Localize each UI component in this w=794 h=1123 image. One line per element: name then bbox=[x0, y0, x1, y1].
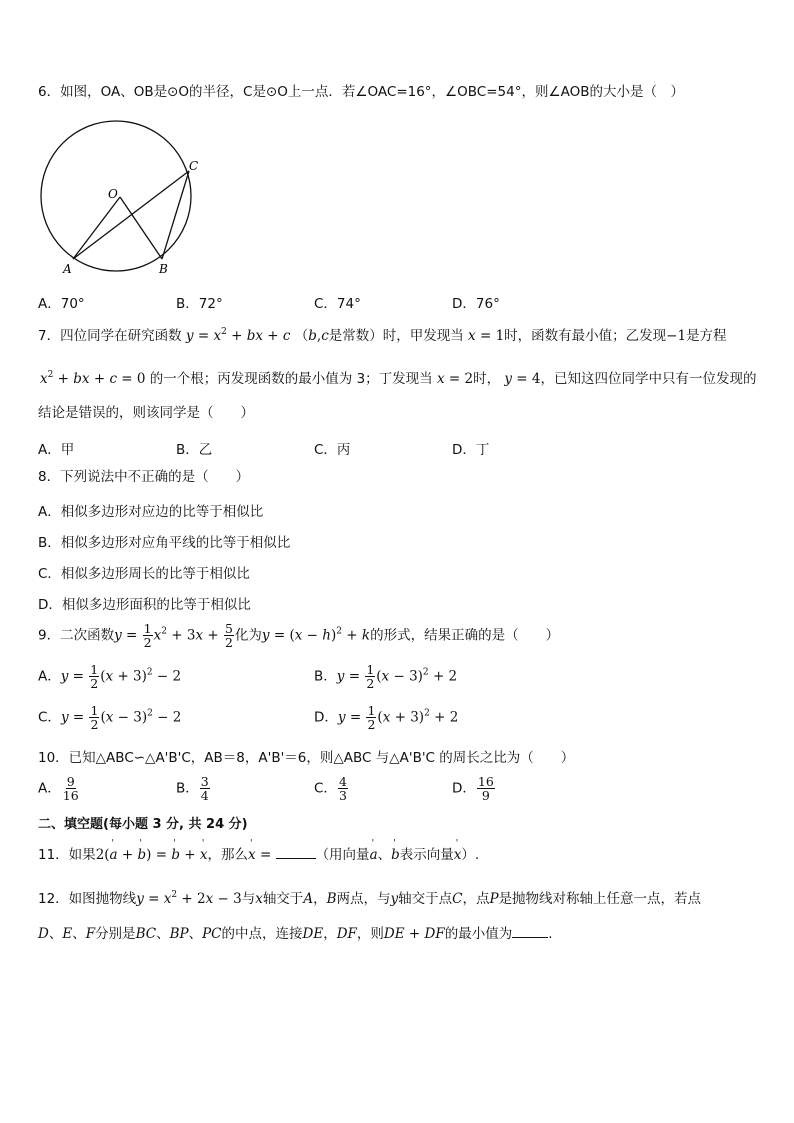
q10-option-d: D． $\frac{16}{9}$ bbox=[452, 774, 494, 804]
q10-stem: 10．已知△ABC∽△A'B'C，AB＝8，A'B'＝6，则△ABC 与△A'B'C 的周长之比为（ ） bbox=[38, 750, 575, 766]
q12-line1: 12．如图抛物线$y = x^2 + 2x - 3$与x轴交于A，B两点，与y轴交于点C，点P是抛物线对称轴上任意一点，若点 bbox=[38, 890, 702, 907]
q8-option-b: B．相似多边形对应角平线的比等于相似比 bbox=[38, 535, 291, 551]
q10-option-b: B． $\frac{3}{4}$ bbox=[176, 774, 209, 804]
q6-stem: 6．如图，OA、OB是⊙O的半径，C是⊙O上一点．若∠OAC=16°，∠OBC=54°，则∠AOB的大小是（ ） bbox=[38, 84, 684, 100]
q9-option-a: A．y = $\frac{1}{2}$ $(x + 3)^2 - 2$ bbox=[38, 662, 182, 692]
label-o: O bbox=[108, 187, 118, 201]
label-b: B bbox=[159, 262, 168, 276]
q6-option-d: D．76° bbox=[452, 296, 500, 312]
q8-option-d: D．相似多边形面积的比等于相似比 bbox=[38, 597, 251, 613]
section2-heading: 二、填空题(每小题 3 分, 共 24 分) bbox=[38, 817, 248, 832]
q6-circle-figure bbox=[36, 118, 216, 280]
q6-option-c: C．74° bbox=[314, 296, 361, 312]
q8-stem: 8．下列说法中不正确的是（ ） bbox=[38, 469, 250, 485]
q7-option-b: B．乙 bbox=[176, 442, 213, 458]
label-c: C bbox=[189, 159, 199, 173]
q7-option-d: D．丁 bbox=[452, 442, 490, 458]
q7-line2: $x^2$ + bx + c = 0 的一个根；丙发现函数的最小值为 3；丁发现当 x = 2时， y = 4，已知这四位同学中只有一位发现的 bbox=[40, 370, 757, 387]
label-a: A bbox=[63, 262, 72, 276]
q7-option-c: C．丙 bbox=[314, 442, 351, 458]
q8-option-a: A．相似多边形对应边的比等于相似比 bbox=[38, 504, 264, 520]
q7-line1: 7．四位同学在研究函数 $y = x^2$ + bx + c （b,c是常数）时，甲发现当 x = 1时，函数有最小值；乙发现−1是方程 bbox=[38, 327, 727, 344]
q9-option-c: C．y = $\frac{1}{2}$ $(x - 3)^2 - 2$ bbox=[38, 703, 182, 733]
segment-bc bbox=[162, 171, 189, 259]
q12-line2: D、E、F分别是BC、BP、PC的中点，连接DE，DF，则DE + DF的最小值为 . bbox=[38, 926, 553, 942]
q9-stem: 9．二次函数y = $\frac{1}{2}$ $x^2 + 3x$ + $\frac{5}{2}$ 化为$y = (x - h)^2 + k$的形式，结果正确的是（ ） bbox=[38, 621, 560, 651]
q6-option-a: A．70° bbox=[38, 296, 85, 312]
q10-option-c: C． $\frac{4}{3}$ bbox=[314, 774, 347, 804]
q6-option-b: B．72° bbox=[176, 296, 223, 312]
q9-option-b: B．y = $\frac{1}{2}$ $(x - 3)^2 + 2$ bbox=[314, 662, 458, 692]
q7-option-a: A．甲 bbox=[38, 442, 75, 458]
q10-option-a: A． $\frac{9}{16}$ bbox=[38, 774, 79, 804]
segment-ob bbox=[120, 197, 162, 259]
q11-line: 11．如果2(' a + ' b) = ' b + ' x，那么' x = （用向量' a、' b表示向量' x）. bbox=[38, 847, 479, 863]
q8-option-c: C．相似多边形周长的比等于相似比 bbox=[38, 566, 250, 582]
q7-line3: 结论是错误的，则该同学是（ ） bbox=[38, 405, 254, 421]
q9-option-d: D．y = $\frac{1}{2}$ $(x + 3)^2 + 2$ bbox=[314, 703, 459, 733]
